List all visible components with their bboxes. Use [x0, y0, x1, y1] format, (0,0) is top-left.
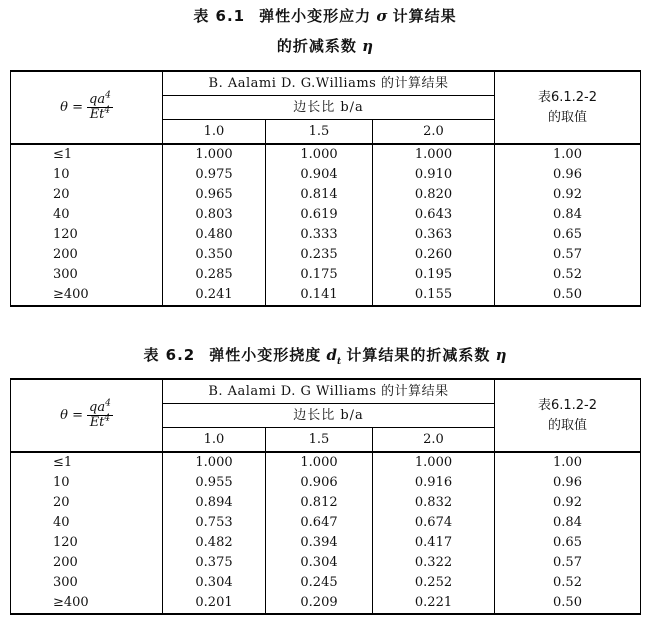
table-row: [11, 265, 641, 285]
theta-value: ≤1: [11, 144, 163, 165]
theta-value: 120: [11, 533, 163, 553]
cell-value: 0.910: [373, 165, 495, 185]
table-row: [11, 593, 641, 614]
theta-denominator-exp: 4: [104, 413, 111, 424]
ref-value: 0.57: [495, 553, 641, 573]
cell-value: 0.350: [163, 245, 266, 265]
theta-value: 300: [11, 573, 163, 593]
cell-value: 0.904: [266, 165, 373, 185]
table-row: [11, 573, 641, 593]
cell-value: 0.363: [373, 225, 495, 245]
table-row: [11, 473, 641, 493]
table2-ratio-header: 边长比 b/a: [163, 404, 495, 428]
cell-value: 0.417: [373, 533, 495, 553]
table2: [10, 378, 641, 615]
table-row: [11, 165, 641, 185]
table-row: [11, 553, 641, 573]
table2-caption-symbol: [326, 346, 342, 367]
theta-label: θ =: [60, 100, 84, 115]
table1-ref-header: [495, 71, 641, 144]
ref-value: 0.65: [495, 225, 641, 245]
theta-value: ≥400: [11, 593, 163, 614]
table1-col-2: 1.5: [266, 120, 373, 145]
theta-denominator: Et: [89, 107, 105, 122]
cell-value: 0.643: [373, 205, 495, 225]
cell-value: 0.252: [373, 573, 495, 593]
cell-value: 1.000: [163, 452, 266, 473]
cell-value: 0.647: [266, 513, 373, 533]
table1-authors-header: B. Aalami D. G.Williams 的计算结果: [163, 71, 495, 96]
ref-value: 0.50: [495, 285, 641, 306]
theta-numerator: qa: [89, 92, 106, 107]
cell-value: 1.000: [163, 144, 266, 165]
table2-col-2: 1.5: [266, 428, 373, 453]
cell-value: 1.000: [373, 144, 495, 165]
theta-value: 300: [11, 265, 163, 285]
table1-col-3: 2.0: [373, 120, 495, 145]
ref-value: 0.96: [495, 165, 641, 185]
cell-value: 0.394: [266, 533, 373, 553]
table-row: [11, 185, 641, 205]
table1-caption-symbol: σ: [376, 7, 388, 25]
cell-value: 0.141: [266, 285, 373, 306]
table2-caption-symbol-sub: t: [336, 357, 342, 367]
cell-value: 0.916: [373, 473, 495, 493]
cell-value: 0.333: [266, 225, 373, 245]
table1: [10, 70, 641, 307]
theta-value: ≥400: [11, 285, 163, 306]
table1-caption-line2-text: 的折减系数: [276, 37, 357, 55]
cell-value: 0.260: [373, 245, 495, 265]
table1-caption-title-a: 弹性小变形应力: [259, 7, 372, 25]
ref-value: 0.84: [495, 513, 641, 533]
table1-theta-header: [11, 71, 163, 144]
ref-value: 0.84: [495, 205, 641, 225]
cell-value: 0.175: [266, 265, 373, 285]
theta-value: 40: [11, 513, 163, 533]
table2-theta-header: [11, 379, 163, 452]
table-row: [11, 245, 641, 265]
table-row: [11, 225, 641, 245]
cell-value: 0.906: [266, 473, 373, 493]
theta-numerator-exp: 4: [105, 90, 111, 101]
cell-value: 0.209: [266, 593, 373, 614]
table1-caption: [0, 6, 650, 26]
table2-caption-symbol2: η: [495, 346, 507, 364]
ref-value: 1.00: [495, 452, 641, 473]
table2-caption-symbol-main: d: [326, 346, 337, 364]
cell-value: 0.245: [266, 573, 373, 593]
table2-col-1: 1.0: [163, 428, 266, 453]
ref-value: 0.57: [495, 245, 641, 265]
cell-value: 0.221: [373, 593, 495, 614]
cell-value: 0.619: [266, 205, 373, 225]
cell-value: 1.000: [373, 452, 495, 473]
theta-denominator-exp: 4: [104, 105, 111, 116]
theta-value: 20: [11, 493, 163, 513]
theta-value: 200: [11, 245, 163, 265]
cell-value: 0.814: [266, 185, 373, 205]
table1-caption-line2: [0, 36, 650, 56]
cell-value: 0.201: [163, 593, 266, 614]
ref-value: 0.52: [495, 265, 641, 285]
theta-value: 200: [11, 553, 163, 573]
cell-value: 0.285: [163, 265, 266, 285]
cell-value: 0.241: [163, 285, 266, 306]
theta-numerator: qa: [89, 400, 106, 415]
cell-value: 0.975: [163, 165, 266, 185]
table2-ref-header-line1: 表6.1.2-2: [537, 397, 598, 413]
theta-label: θ =: [60, 408, 84, 423]
cell-value: 0.322: [373, 553, 495, 573]
cell-value: 0.820: [373, 185, 495, 205]
table1-col-1: 1.0: [163, 120, 266, 145]
cell-value: 0.674: [373, 513, 495, 533]
table2-col-3: 2.0: [373, 428, 495, 453]
table2-ref-header-line2: 的取值: [548, 417, 588, 433]
cell-value: 0.375: [163, 553, 266, 573]
table2-authors-header: B. Aalami D. G Williams 的计算结果: [163, 379, 495, 404]
table-row: [11, 285, 641, 306]
cell-value: 0.235: [266, 245, 373, 265]
theta-value: 20: [11, 185, 163, 205]
ref-value: 0.50: [495, 593, 641, 614]
ref-value: 0.65: [495, 533, 641, 553]
cell-value: 0.195: [373, 265, 495, 285]
theta-value: 10: [11, 165, 163, 185]
cell-value: 0.482: [163, 533, 266, 553]
cell-value: 1.000: [266, 144, 373, 165]
table-row: [11, 205, 641, 225]
table1-ref-header-line2: 的取值: [548, 109, 588, 125]
cell-value: 0.304: [266, 553, 373, 573]
table2-caption: [0, 345, 650, 365]
theta-value: 40: [11, 205, 163, 225]
table1-ratio-header: 边长比 b/a: [163, 96, 495, 120]
cell-value: 0.955: [163, 473, 266, 493]
table1-caption-symbol2: η: [362, 37, 374, 55]
theta-value: ≤1: [11, 452, 163, 473]
cell-value: 0.812: [266, 493, 373, 513]
table1-ref-header-line1: 表6.1.2-2: [537, 89, 598, 105]
table1-caption-title-b: 计算结果: [392, 7, 457, 25]
cell-value: 0.753: [163, 513, 266, 533]
table-row: [11, 533, 641, 553]
table2-caption-title-b: 计算结果的折减系数: [346, 346, 491, 364]
table-row: [11, 493, 641, 513]
table2-ref-header: [495, 379, 641, 452]
cell-value: 1.000: [266, 452, 373, 473]
ref-value: 1.00: [495, 144, 641, 165]
cell-value: 0.304: [163, 573, 266, 593]
cell-value: 0.832: [373, 493, 495, 513]
ref-value: 0.52: [495, 573, 641, 593]
theta-numerator-exp: 4: [105, 398, 111, 409]
cell-value: 0.803: [163, 205, 266, 225]
ref-value: 0.92: [495, 185, 641, 205]
table1-caption-number: 表 6.1: [193, 7, 246, 25]
theta-value: 120: [11, 225, 163, 245]
table-row: [11, 144, 641, 165]
table-row: [11, 452, 641, 473]
ref-value: 0.96: [495, 473, 641, 493]
ref-value: 0.92: [495, 493, 641, 513]
table2-caption-number: 表 6.2: [143, 346, 196, 364]
cell-value: 0.965: [163, 185, 266, 205]
table-row: [11, 513, 641, 533]
theta-value: 10: [11, 473, 163, 493]
cell-value: 0.480: [163, 225, 266, 245]
theta-denominator: Et: [89, 415, 105, 430]
cell-value: 0.155: [373, 285, 495, 306]
table2-caption-title-a: 弹性小变形挠度: [209, 346, 322, 364]
cell-value: 0.894: [163, 493, 266, 513]
